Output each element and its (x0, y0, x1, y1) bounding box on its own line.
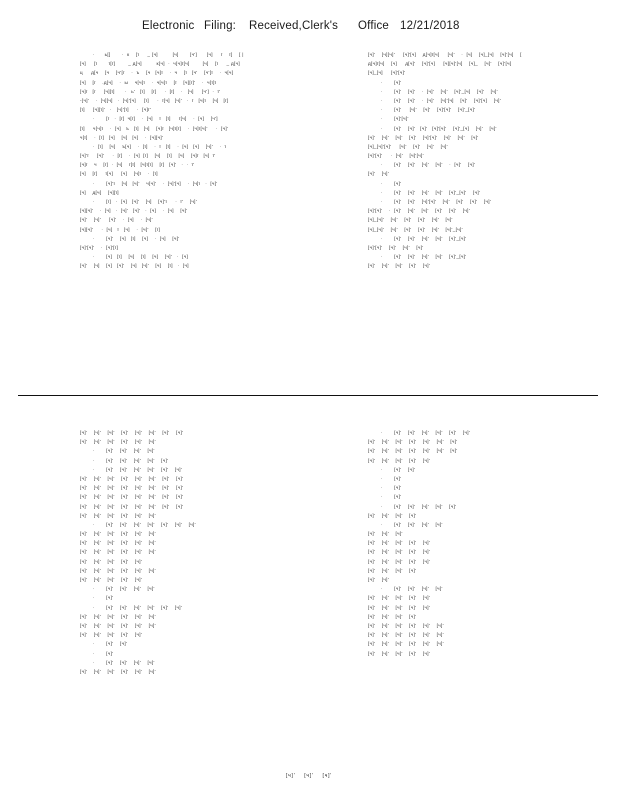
text-line: [ч][ч]' · [ч] ї [ч] · [ч]' [ї] (80, 226, 161, 232)
text-line: [ч]' [ч]' [ч]' [ч]' [ч]' [ч]' (80, 549, 156, 555)
page-top-right (368, 50, 573, 365)
text-line: [ч] [ї] ї[ч] [ч] [ч]ї · [ї] (80, 171, 158, 177)
text-line: [ч]' [ч]' [ч]' [ч]' [ч]' [ч]' (80, 567, 156, 573)
text-line: · [ч]' [ч]' [ч]' [ч]' [ч]' (80, 457, 169, 463)
text-line: [ч]ї [ї [ч][ї] · ь' [ї] [ї] · [ї] · [ч] [ч'] · ї' (80, 88, 221, 94)
text-line: [ч]' [ч]' [ч]' [ч]' [ч]' [ч]' [ч]' [ч]' (80, 475, 184, 481)
text-line: · [ч]' [ч]' · [ч]' [ч]' [ч]'_[ч] [ч]' [ч]' (368, 88, 498, 94)
text-line: [ї] [ч][ї]' · [ч]'[ї] · [ч]ї' (80, 107, 151, 113)
text-line: · [ч]' (368, 79, 402, 85)
text-line: · [ч]' (368, 485, 402, 491)
text-line: [ч] [ї .д[ч] · ы ч[ч]ї · ч[ч]ї [ї [ч][ї]' · ч[ї]ї (80, 79, 217, 85)
text-line: [ч]' [ч][ч]' [ч]'[ч] д[ч]ї[ч] [ч]' · [ч] [ч]_[ч] [ч]'[ч] [ (368, 52, 522, 57)
text-line: · [ч]' [ч] [ї] [ч] · [ч] [ч]' (80, 235, 180, 241)
text-line: [ч]' [ч]' [ч]' [ч]' [ч]' [ч]' (368, 641, 444, 647)
page-bottom-right (368, 428, 573, 750)
page-footer-stamp: [ч]' [ч]' [ч]' (285, 773, 333, 779)
filing-header (0, 20, 618, 40)
text-line: [ч]' [ч]' [ч]' [ч]' (368, 512, 417, 518)
text-line: [ч]' [ч]' [ч]' [ч]' (368, 567, 417, 573)
text-line: [ч]' [ч]' [ч]' [ч]' [ч]' (368, 549, 431, 555)
text-line: · [ї] [ч] ъ[ч] · [ї] · ї [ї] · [ч] [ч] [ч]' · ї (80, 143, 227, 149)
page-bottom-left (80, 428, 285, 750)
text-line: · [ч]' [ч]' [ч]' [ч]' (80, 586, 155, 592)
text-line: [ч]_[ч] [ч]'[ч]' (368, 70, 406, 76)
text-line: [ч]' [ч] [ч] [ч]' [ч] [ч]' [ч] [ї] · [ч] (80, 263, 189, 269)
text-line: · [ч]' [ч]' (80, 641, 128, 647)
text-line: -[ч]' · [ч][ч] · [ч]'[ч] [ї] · ї[ч] [ч]' · ї [ч]ї [ч] [ї] (80, 97, 229, 103)
text-line: [ч]'[ч]' · [ч]' [ч]' [ч]' [ч]' [ч]' [ч]' (368, 208, 470, 214)
header-electronic: Electronic (142, 20, 195, 32)
text-line: · [ч]' [ч]' [ч]' [ч]' [ч]' [ч]' (368, 430, 471, 435)
text-line: [ч]'[ч]' · [ч]' [ч]'[ч]' (368, 153, 424, 159)
text-line: · [ч]'ї [ч] [ч]' ч[ч]' · [ч]'[ч] · [ч]ї · [ч]' (80, 180, 218, 186)
text-line: [ч]_[ч]'[ч]' [ч]' [ч]' [ч]' [ч]' (368, 143, 448, 149)
text-line: [ч]' [ч]' [ч]' [ч]' [ч]' (368, 540, 431, 546)
text-line: [ч]_[ч]' [ч]' [ч]' [ч]' [ч]' [ч]' (368, 217, 453, 223)
text-line: · [ч]' [ч]' [ч]'[ч]' [ч]' [ч]' [ч]' [ч]' (368, 199, 492, 204)
text-line: · [ї · [ї] ч[ї] · [ч] ї [ї] ї[ч] · [ч] [ч'] (80, 116, 218, 122)
text-line: [ч]ї ч [ї] · [ч] ї[ї] [ч]ї[ї] [ї] [ч]' · · ї' (80, 162, 195, 168)
header-filing: Filing: (204, 20, 237, 32)
text-line: [ч]' [ч]' [ч]' [ч]' (368, 613, 417, 619)
text-line: [ч] [ї ї[ї] _ д[ч] к[ч] · ч[ч]ї[ч] [ч] [ї _ д[ч] (80, 61, 241, 67)
text-line: [ч]' [ч]' [ч]' [ч]' [ч]' (368, 263, 431, 269)
text-line: [ч]' [ч]' [ч]' [ч]' [ч]' (80, 577, 143, 582)
text-line: [ч]' [ч]' [ч]' (368, 531, 403, 537)
header-received-clerks: Received,Clerk's (249, 20, 339, 32)
text-line: [ч]' [ч]' [ч]' [ч]' [ч]' [ч]' (80, 439, 156, 445)
text-line: [ч]' [ч]' [ч]' [ч]' [ч]' (80, 558, 143, 564)
text-line: [ч]' [ч]' [ч]' [ч]' [ч]' [ч]' (80, 613, 156, 619)
text-line: · [ч]' [ч]' [ч]' [ч]' [ч]'_[ч]' (368, 254, 467, 260)
text-line: · [ї] · [ч] [ч]' [ч] [ч]'ї · ї' [ч]' (80, 199, 197, 204)
header-date: 12/21/2018 (400, 20, 460, 32)
text-line: [ч]' [ч]' (368, 577, 389, 582)
text-line: [ч]' [ч]' [ч]' [ч]' [ч]' [ч]' [ч]' [ч]' (80, 430, 184, 435)
text-line: · [ч]' (368, 180, 402, 186)
text-line: · [ч]' [ч]' [ч]' [ч]' (80, 659, 155, 665)
text-line: [ч]' [ч]' [ч]' [ч]' [ч]' (368, 604, 431, 610)
text-line: · [ч]' (368, 475, 402, 481)
text-line: [ч]' [ч]' [ч]' [ч]' [ч]' (368, 595, 431, 601)
text-line: · [ч]' [ч]' [ч]' [ч]' [ч]' (368, 503, 457, 509)
text-line: [ч]' [ч]' [ч]' [ч]' [ч]' [ч]' [ч]' [ч]' (80, 485, 184, 491)
text-line: [ч]' [ч]' [ч]' [ч]' [ч]'[ч]' [ч]' [ч]' [ч]' (368, 134, 479, 140)
header-office: Office (358, 20, 390, 32)
text-line: [ч]' [ч]' [ч]' [ч]' [ч]' (368, 558, 431, 564)
text-line: [ч]_[ч]' [ч]' [ч]' [ч]' [ч]' [ч]'_[ч]' (368, 226, 463, 232)
text-line: [ч]' [ч]' [ч]' [ч]' [ч]' [ч]' (80, 622, 156, 628)
text-line: [ч]' [ч]' [ч]' [ч]' [ч]' [ч]' (80, 668, 156, 674)
text-line: [ч] д[ч] [ч][ї] (80, 189, 119, 195)
text-line: [ї] ч[ч]ї · [ч] ъ [ї] [ч] [ч]ї [ч]ї[ї] · [ч]ї[ч]' · [ч]' (80, 125, 229, 131)
page-top-left (80, 50, 285, 365)
text-line: · [ч]' [ч]' [ч]' [ч]' [ч]' [ч]' (80, 604, 183, 610)
text-line: · [ч]' [ч]' [ч]' [ч]' · [ч]' [ч]' (368, 162, 476, 168)
text-line: · [ч]' [ч]' [ч]' [ч]' (368, 586, 443, 592)
text-line: [ч]'ї [ч]' · [ї] · [ч] [ї] [ч] [ї] [ч] [ч]ї [ч] ї' (80, 153, 216, 159)
text-line: · [ч]' [ч]' [ч]' [ч]'[ч]' [ч]'_[ч]' (368, 107, 476, 113)
text-line: · [ч] [ї] [ч] [ї] [ч] [ч]' · [ч] (80, 254, 189, 260)
text-line: · [ч]' [ч]' [ч]' [ч]' [ч]' [ч]' (80, 466, 183, 472)
text-line: · [ч]' [ч]' [ч]' [ч]'[ч]' [ч]'_[ч] [ч]' [ч]' (368, 125, 497, 131)
text-line: ц д[ч [ч [ч'[ї · ъ [ч [ч]ї · ч [ї [ч' [ч'[ї · ч[ч] (80, 70, 234, 76)
text-line: [ч]' [ч]' [ч]' [ч]' [ч]' [ч]' (80, 531, 156, 537)
text-line: · [ч]' [ч]' [ч]' [ч]' [ч]'_[ч]' (368, 235, 467, 241)
text-line: · [ч]'[ч]' (368, 116, 409, 122)
text-line: · ь[] · к [ї _ [ч] [ч] [ч'] [ч] ї ї] [ | (80, 52, 244, 57)
text-line: [ч]' [ч]' [ч]' [ч]' [ч]' [ч]' [ч]' (368, 439, 458, 445)
text-line: [ч]' [ч]' [ч]' [ч]' [ч]' (368, 650, 431, 656)
text-line: [ч][ч]' · [ч] · [ч]' [ч]' · [ч] · [ч] [ч]' (80, 208, 188, 214)
text-line: [ч]' [ч]' [ч]' [ч]' [ч]' [ч]' [ч]' [ч]' (80, 494, 184, 500)
text-line: [ч]' [ч]' [ч]' [ч]' [ч]' [ч]' (368, 632, 444, 638)
text-line: ч[ї] · [ї] [ч] [ч] [ч] · [ч][ч]' (80, 134, 164, 140)
text-line: [ч]' [ч]' [ч]' [ч]' [ч]' [ч]' (80, 512, 156, 518)
page-divider (18, 395, 598, 396)
text-line: [ч]' [ч]' [ч]' [ч]' [ч]' [ч]' [ч]' (368, 448, 458, 454)
text-line: · [ч]' [ч]' (368, 466, 416, 472)
text-line: · [ч]' (368, 494, 402, 500)
text-line: [ч]' [ч]' [ч]' [ч]' [ч]' (368, 457, 431, 463)
text-line: · [ч]' (80, 650, 114, 656)
text-line: [ч]' [ч]' (368, 171, 389, 177)
text-line: [ч]' [ч]' [ч]' [ч]' [ч]' (80, 632, 143, 638)
text-line: [ч]' [ч]' [ч]' [ч]' [ч]' [ч]' [ч]' [ч]' (80, 503, 184, 509)
text-line: [ч]'[ч]' [ч]' [ч]' [ч]' (368, 244, 424, 250)
text-line: · [ч]' [ч]' [ч]' [ч]' (368, 521, 443, 527)
text-line: [ч]'[ч]' · [ч]'[ї] (80, 244, 119, 250)
text-line: · [ч]' (80, 595, 114, 601)
text-line: [ч]' [ч]' [ч]' [ч]' [ч]' [ч]' (368, 622, 444, 628)
text-line: [ч]' [ч]' [ч]' [ч]' [ч]' [ч]' (80, 540, 156, 546)
text-line: · [ч]' [ч]' [ч]' [ч]' [ч]' [ч]' [ч]' (80, 521, 196, 527)
text-line: · [ч]' [ч]' · [ч]' [ч]'[ч] [ч]' [ч]'[ч] [ч]' (368, 97, 501, 103)
text-line: · [ч]' [ч]' [ч]' [ч]' (80, 448, 155, 454)
text-line: д[ч]ї[ч] [ч] д[ч]' [ч]'[ч] [ч][ч]'[ч] [ч]_ [ч]' [ч]'[ч] (368, 61, 512, 67)
text-line: · [ч]' [ч]' [ч]' [ч]' [ч]'_[ч]' [ч]' (368, 189, 481, 195)
text-line: [ч]' [ч]' [ч]' · [ч] · [ч]' (80, 217, 153, 223)
